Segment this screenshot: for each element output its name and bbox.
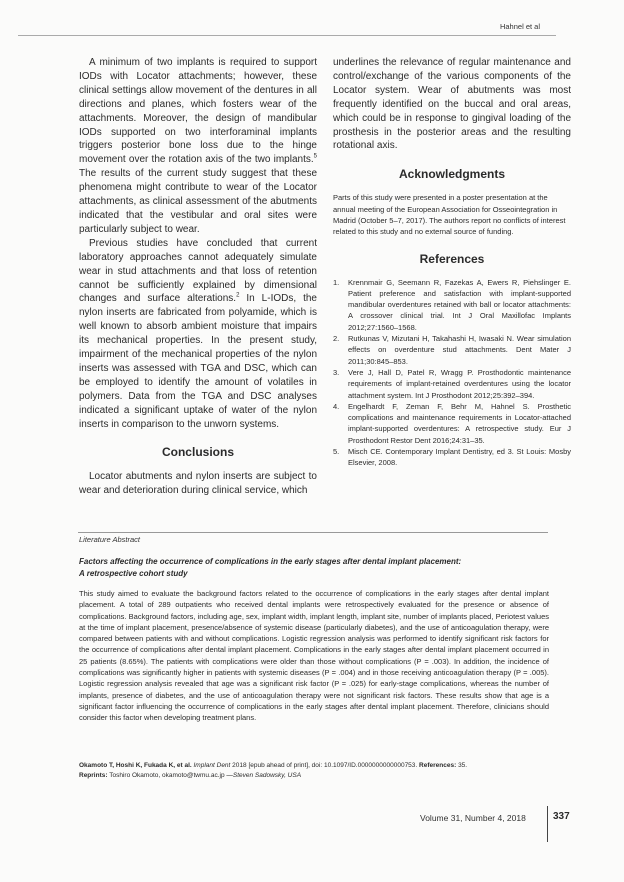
references-heading: References bbox=[419, 251, 485, 266]
footer-divider bbox=[547, 806, 548, 842]
conclusions-paragraph: Locator abutments and nylon inserts are subject to wear and deterioration during clinical service, which bbox=[79, 471, 317, 497]
abstract-rule bbox=[78, 532, 548, 533]
left-column bbox=[79, 56, 317, 498]
page-number: 337 bbox=[553, 811, 570, 822]
body-paragraph-1: A minimum of two implants is required to support IODs with Locator attachments; however, these clinical settings allow movement of the dentures in all directions and planes, which fosters wear of the attachments. Moreover, the design of mandibular IODs supported on two interforaminal implants triggers posterior bone loss due to the hinge movement over the rotation axis of the two implants.$^5$ The results of the current study suggest that these phenomena might contribute to wear of the Locator attachments, as clinical assessment of the abutments indicated that the vestibular and oral sites were particularly subject to wear. bbox=[79, 57, 317, 235]
reference-item: 2. Rutkunas V, Mizutani H, Takahashi H, Iwasaki N. Wear simulation effects on overdenture stud attachments. Dent Mater J 2011;30:845–853. bbox=[333, 334, 571, 366]
reference-item: 4. Engelhardt F, Zeman F, Behr M, Hahnel S. Prosthetic complications and maintenance requirements in Locator-attached implant-supported overdentures: A retrospective study. Eur J Prosthodont Restor Dent 2016;24:31–35. bbox=[333, 401, 571, 445]
abstract-body: This study aimed to evaluate the background factors related to the occurrence of complications in the early stages after dental implant placement. A total of 289 outpatients who received dental implants were retrospectively evaluated for the presence or absence of complications. Background factors, including age, sex, implant width, implant length, implant site, number of implants placed, Periotest values at the time of implant placement, presence/absence of systemic disease (particularly diabetes), and the use of anticoagulation therapy, were compared between patients with and without complications. Logistic regression analysis was performed to identify significant risk factors for the occurrence of complications after dental implant placement. Complications in the early stages after dental implant placement occurred in 25 patients (8.65%). The patients with complications were older than those without complications (P = .003). In addition, the incidence of complications was significantly higher in patients with systemic diseases (P = .004) and in those receiving anticoagulation therapy (P = .005). Logistic regression analysis revealed that age was a significant risk factor (P = .025) for early-stage complications, whereas the number of implants, presence of diabetes, and the use of anticoagulation therapy were not significant risk factors. These results show that age is a significant factor influencing the occurrence of complications in the early stages after dental implant placement. Therefore, clinicians should consider this factor when developing treatment plans. bbox=[79, 589, 549, 723]
body-paragraph-2: Previous studies have concluded that current laboratory approaches cannot adequately simulate wear in stud attachments and that loss of retention cannot be sufficiently explained by dimensional changes and surface alterations.$^2$ In L-IODs, the nylon inserts are fabricated from polyamide, which is well known to absorb ambient moisture that impairs its mechanical properties. In the present study, impairment of the mechanical properties of the nylon inserts was assessed with TGA and DSC, which can be employed to identify the amount of volatiles in polymers. Data from the TGA and DSC analyses indicated a significant uptake of water of the nylon inserts in comparison to the unworn systems. bbox=[79, 237, 317, 430]
abstract-citation: Okamoto T, Hoshi K, Fukada K, et al. Implant Dent 2018 [epub ahead of print], doi: 10.1097/ID.0000000000000753. References: 35. Reprints: Toshiro Okamoto, okamoto@twmu.ac.jp —Steven Sadowsky, USA bbox=[79, 762, 468, 779]
right-column bbox=[333, 56, 571, 469]
reference-item: 3. Vere J, Hall D, Patel R, Wragg P. Prosthodontic maintenance requirements of implant-retained overdentures using the locator attachment system. Int J Prosthodont 2012;25:392–394. bbox=[333, 367, 571, 400]
reference-item: 1. Krennmair G, Seemann R, Fazekas A, Ewers R, Piehslinger E. Patient preference and satisfaction with implant-supported mandibular overdentures retained with ball or locator attachments: A crossover clinical trial. Int J Oral Maxillofac Implants 2012;27:1560–1568. bbox=[333, 277, 571, 332]
acknowledgments-heading: Acknowledgments bbox=[398, 167, 506, 182]
running-head: Hahnel et al bbox=[499, 22, 540, 31]
header-rule bbox=[18, 35, 556, 36]
abstract-label: Literature Abstract bbox=[79, 535, 140, 544]
footer-volume: Volume 31, Number 4, 2018 bbox=[420, 813, 526, 823]
conclusions-heading: Conclusions bbox=[161, 445, 234, 460]
continuation-paragraph: underlines the relevance of regular maintenance and control/exchange of the various components of the Locator system. Wear of abutments was most frequently identified on the buccal and oral areas, which could be in response to gingival loading of the prosthesis in the posterior areas and the resulting rotational axis. bbox=[333, 57, 571, 152]
reference-item: 5. Misch CE. Contemporary Implant Dentistry, ed 3. St Louis: Mosby Elsevier, 2008. bbox=[333, 446, 571, 468]
references-list bbox=[333, 277, 571, 469]
abstract-title: Factors affecting the occurrence of complications in the early stages after dental implant placement: A retrospective cohort study bbox=[79, 557, 462, 578]
acknowledgments-text: Parts of this study were presented in a poster presentation at the annual meeting of the European Association for Osseointegration in Madrid (October 5–7, 2017). The authors report no conflicts of interest related to this study and no external source of funding. bbox=[333, 193, 566, 237]
